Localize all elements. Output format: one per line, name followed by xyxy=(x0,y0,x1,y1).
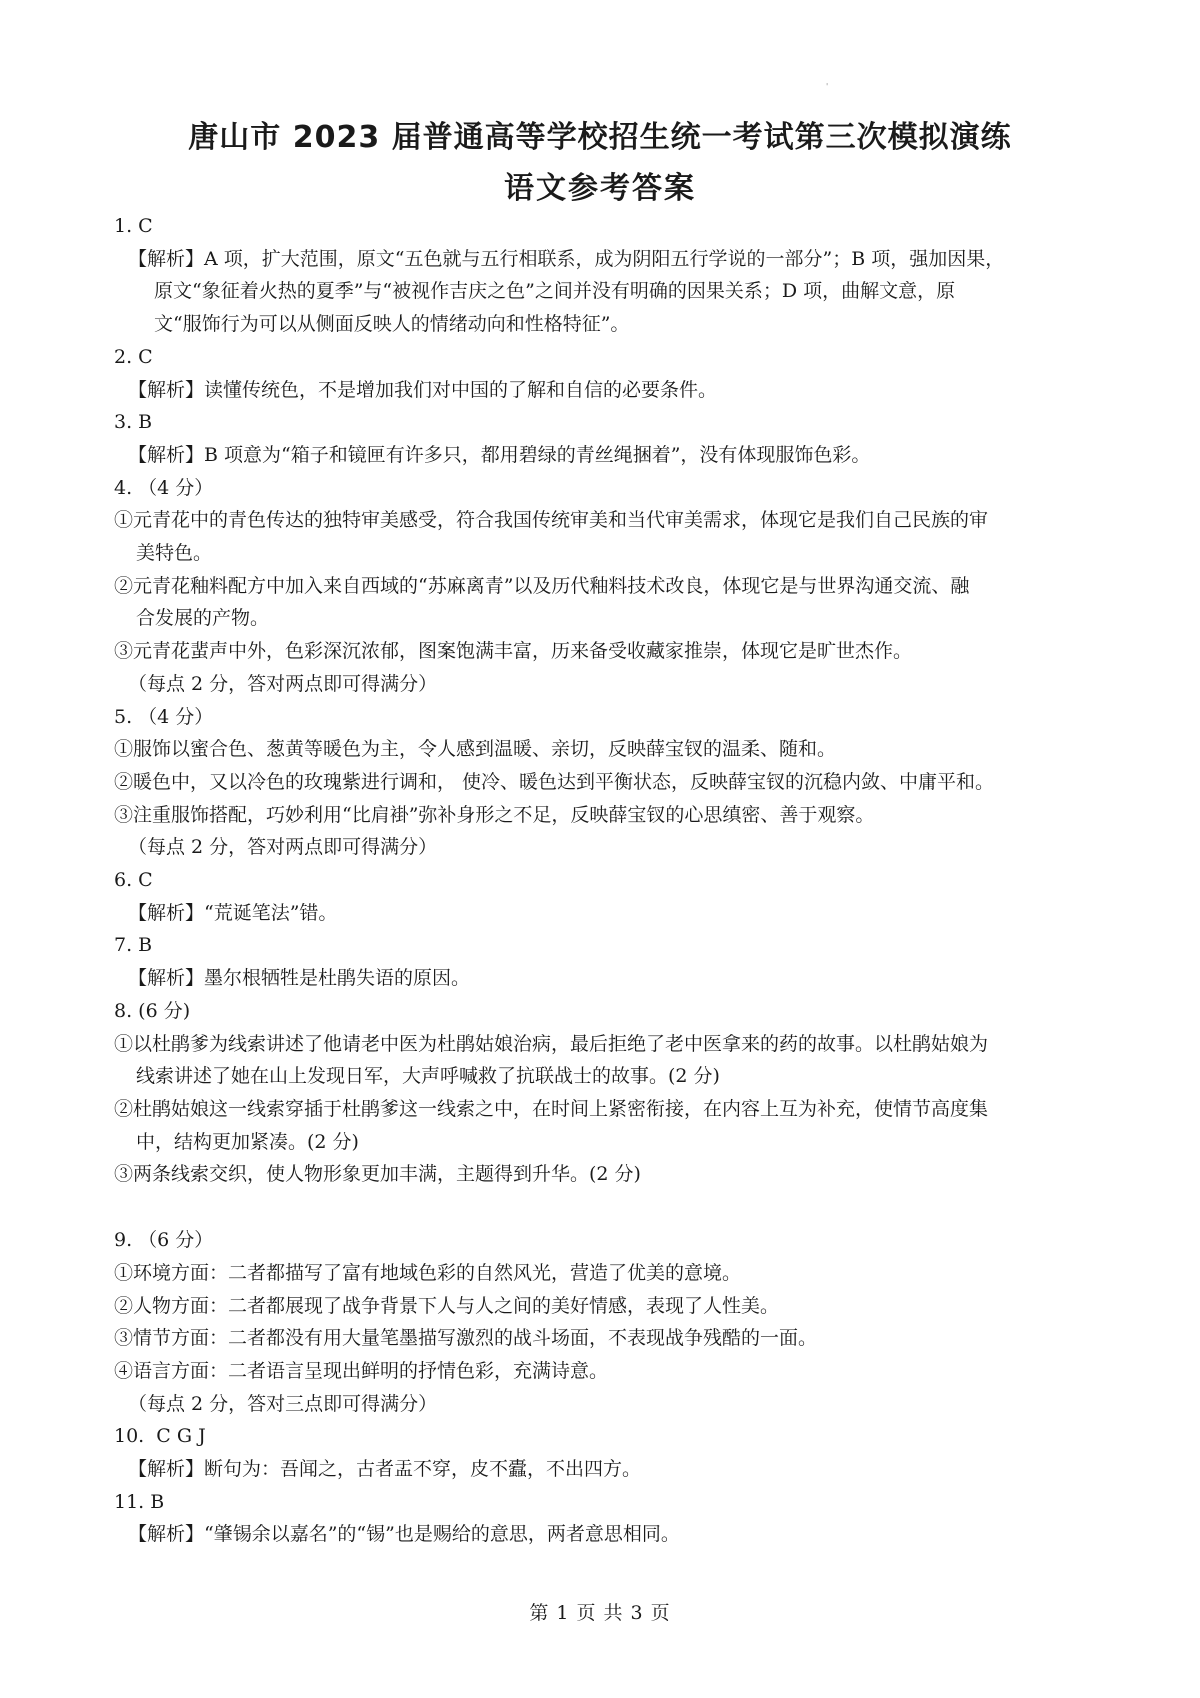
answer-9-scoring-note: （每点 2 分，答对三点即可得满分） xyxy=(128,1392,438,1415)
answer-9-number: 9. （6 分） xyxy=(114,1229,214,1252)
point-line: 中，结构更加紧凑。(2 分) xyxy=(136,1130,359,1153)
answer-8-number: 8. (6 分) xyxy=(114,999,191,1022)
analysis-line: 【解析】A 项，扩大范围，原文“五色就与五行相联系，成为阴阳五行学说的一部分”；B 项，强加因果， xyxy=(128,247,1005,270)
answer-6-analysis: 【解析】“荒诞笔法”错。 xyxy=(128,901,338,924)
answer-list xyxy=(114,210,1094,1551)
point-line: 线索讲述了她在山上发现日军，大声呼喊救了抗联战士的故事。(2 分) xyxy=(136,1065,720,1088)
point-line: 美特色。 xyxy=(136,542,213,565)
answer-4-point-3: ③元青花蜚声中外，色彩深沉浓郁，图案饱满丰富，历来备受收藏家推崇，体现它是旷世杰作。 xyxy=(114,640,913,663)
page-subtitle: 语文参考答案 xyxy=(504,171,696,206)
page-number: 第 1 页 共 3 页 xyxy=(529,1602,671,1624)
scan-mark: ' xyxy=(826,82,829,91)
answer-4-number: 4. （4 分） xyxy=(114,476,214,499)
answer-11-analysis: 【解析】“肇锡余以嘉名”的“锡”也是赐给的意思，两者意思相同。 xyxy=(128,1523,680,1546)
answer-10-number: 10. C G J xyxy=(114,1425,206,1448)
answer-5-number: 5. （4 分） xyxy=(114,705,214,728)
answer-10-analysis: 【解析】断句为：吾闻之，古者盂不穿，皮不蠹，不出四方。 xyxy=(128,1458,642,1481)
point-line: ②杜鹃姑娘这一线索穿插于杜鹃爹这一线索之中，在时间上紧密衔接，在内容上互为补充，使情节高度集 xyxy=(114,1097,989,1120)
answer-9-point-1: ①环境方面：二者都描写了富有地域色彩的自然风光，营造了优美的意境。 xyxy=(114,1261,742,1284)
exam-title: 唐山市 2023 届普通高等学校招生统一考试第三次模拟演练 xyxy=(188,120,1012,155)
answer-9-point-4: ④语言方面：二者语言呈现出鲜明的抒情色彩，充满诗意。 xyxy=(114,1359,609,1382)
answer-6-number: 6. C xyxy=(114,869,153,892)
answer-8-point-2 xyxy=(114,1093,1094,1158)
analysis-line: 原文“象征着火热的夏季”与“被视作吉庆之色”之间并没有明确的因果关系；D 项，曲解文意，原 xyxy=(154,280,956,303)
answer-8-point-3: ③两条线索交织，使人物形象更加丰满，主题得到升华。(2 分) xyxy=(114,1163,641,1186)
answer-4-point-1 xyxy=(114,504,1094,569)
answer-5-scoring-note: （每点 2 分，答对两点即可得满分） xyxy=(128,836,438,859)
point-line: ①元青花中的青色传达的独特审美感受，符合我国传统审美和当代审美需求，体现它是我们自己民族的审 xyxy=(114,509,989,532)
answer-9-point-3: ③情节方面：二者都没有用大量笔墨描写激烈的战斗场面，不表现战争残酷的一面。 xyxy=(114,1327,818,1350)
answer-2-number: 2. C xyxy=(114,345,153,368)
answer-4-point-2 xyxy=(114,570,1094,635)
answer-4-scoring-note: （每点 2 分，答对两点即可得满分） xyxy=(128,672,438,695)
point-line: ②元青花釉料配方中加入来自西域的“苏麻离青”以及历代釉料技术改良，体现它是与世界沟通交流、融 xyxy=(114,574,970,597)
answer-3-number: 3. B xyxy=(114,411,153,434)
analysis-line: 文“服饰行为可以从侧面反映人的情绪动向和性格特征”。 xyxy=(154,313,630,336)
answer-2-analysis: 【解析】读懂传统色，不是增加我们对中国的了解和自信的必要条件。 xyxy=(128,378,718,401)
answer-5-point-3: ③注重服饰搭配，巧妙利用“比肩褂”弥补身形之不足，反映薛宝钗的心思缜密、善于观察。 xyxy=(114,803,875,826)
answer-5-point-2: ②暖色中，又以冷色的玫瑰紫进行调和， 使冷、暖色达到平衡状态，反映薛宝钗的沉稳内敛、中庸平和。 xyxy=(114,770,995,793)
answer-3-analysis: 【解析】B 项意为“箱子和镜匣有许多只，都用碧绿的青丝绳捆着”，没有体现服饰色彩。 xyxy=(128,443,871,466)
answer-9-point-2: ②人物方面：二者都展现了战争背景下人与人之间的美好情感，表现了人性美。 xyxy=(114,1294,780,1317)
answer-1-analysis xyxy=(114,243,1094,341)
point-line: ①以杜鹃爹为线索讲述了他请老中医为杜鹃姑娘治病，最后拒绝了老中医拿来的药的故事。以杜鹃姑娘为 xyxy=(114,1032,989,1055)
answer-1-number: 1. C xyxy=(114,215,153,237)
answer-8-point-1 xyxy=(114,1028,1094,1093)
answer-5-point-1: ①服饰以蜜合色、葱黄等暖色为主，令人感到温暖、亲切，反映薛宝钗的温柔、随和。 xyxy=(114,738,837,761)
point-line: 合发展的产物。 xyxy=(136,607,270,630)
answer-7-number: 7. B xyxy=(114,934,153,957)
spacer xyxy=(114,1191,1094,1224)
answer-7-analysis: 【解析】墨尔根牺牲是杜鹃失语的原因。 xyxy=(128,967,471,990)
answer-11-number: 11. B xyxy=(114,1490,165,1513)
